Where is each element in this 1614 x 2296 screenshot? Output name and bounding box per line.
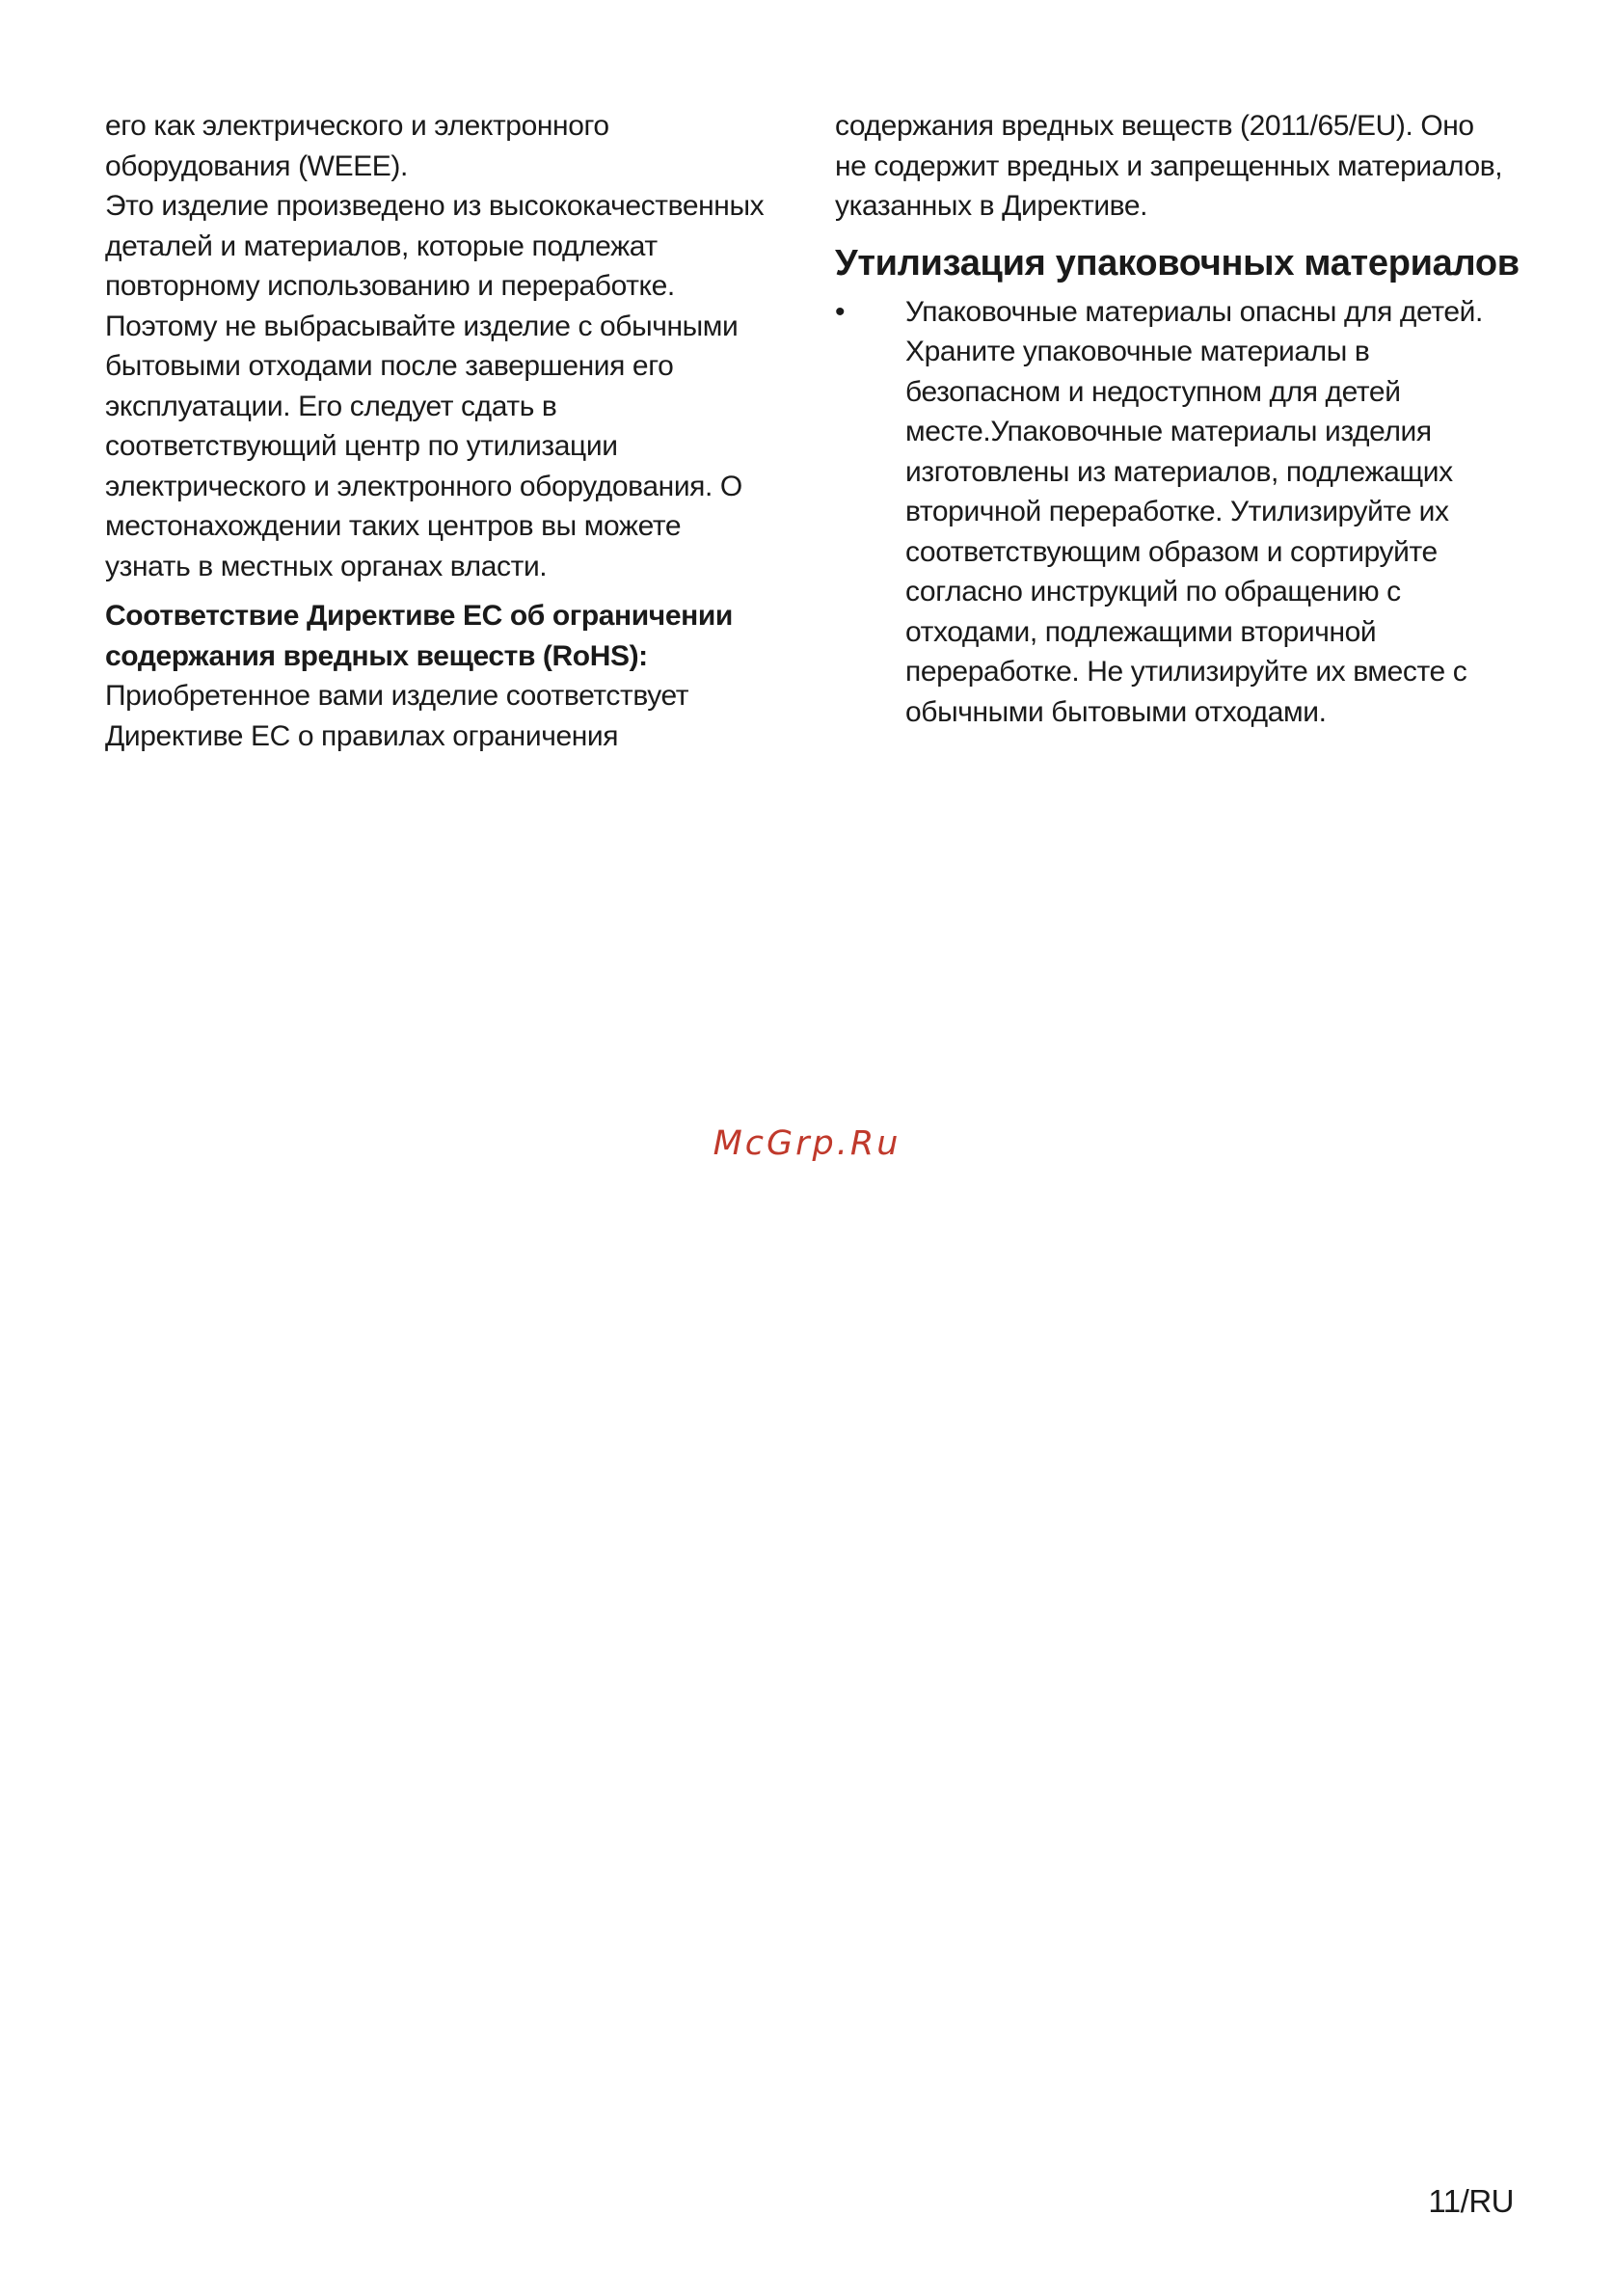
text-line: Упаковочные материалы опасны для детей. [905,295,1483,328]
text-line: бытовыми отходами после завершения его [105,350,674,382]
text-line: изготовлены из материалов, подлежащих [905,455,1453,488]
watermark: McGrp.Ru [713,1124,901,1163]
text-line: соответствующим образом и сортируйте [905,535,1438,568]
bullet-icon: • [835,295,846,328]
text-line: Храните упаковочные материалы в [905,336,1370,367]
text-line: обычными бытовыми отходами. [905,695,1327,728]
text-line: отходами, подлежащими вторичной [905,615,1377,648]
heading-line: содержания вредных веществ (RoHS): [105,639,648,672]
text-line: соответствующий центр по утилизации [105,430,618,462]
text-line: безопасном и недоступном для детей [905,375,1401,408]
text-line: эксплуатации. Его следует сдать в [105,390,557,422]
text-line: электрического и электронного оборудования. О [105,470,742,502]
text-line: содержания вредных веществ (2011/65/EU). Оно [835,110,1474,142]
text-line: переработке. Не утилизируйте их вместе с [905,656,1467,688]
text-line: Приобретенное вами изделие соответствует [105,680,689,712]
text-line: месте.Упаковочные материалы изделия [905,416,1432,447]
text-line: согласно инструкций по обращению с [905,576,1401,608]
left-column [105,106,799,756]
text-line: вторичной переработке. Утилизируйте их [905,496,1449,527]
heading-line: Соответствие Директиве ЕС об ограничении [105,600,733,632]
text-line: повторному использованию и переработке. [105,270,675,302]
rohs-heading [105,596,799,676]
rohs-paragraph-continued [835,106,1529,227]
right-column [835,106,1529,732]
text-line: его как электрического и электронного [105,110,609,142]
text-line: Директиве ЕС о правилах ограничения [105,719,619,752]
packaging-bullet-item [835,292,1529,733]
page-number: 11/RU [1428,2183,1514,2219]
text-line: не содержит вредных и запрещенных материалов, [835,149,1503,182]
text-line: деталей и материалов, которые подлежат [105,230,658,262]
text-line: Это изделие произведено из высококачественных [105,190,765,222]
text-line: оборудования (WEEE). [105,149,408,182]
rohs-paragraph [105,676,799,756]
text-line: узнать в местных органах власти. [105,550,548,582]
packaging-heading: Утилизация упаковочных материалов [835,242,1520,284]
weee-paragraph-end [105,106,799,186]
text-line: указанных в Директиве. [835,190,1148,222]
text-line: местонахождении таких центров вы можете [105,510,682,542]
recycling-paragraph [105,186,799,586]
text-line: Поэтому не выбрасывайте изделие с обычными [105,310,739,342]
